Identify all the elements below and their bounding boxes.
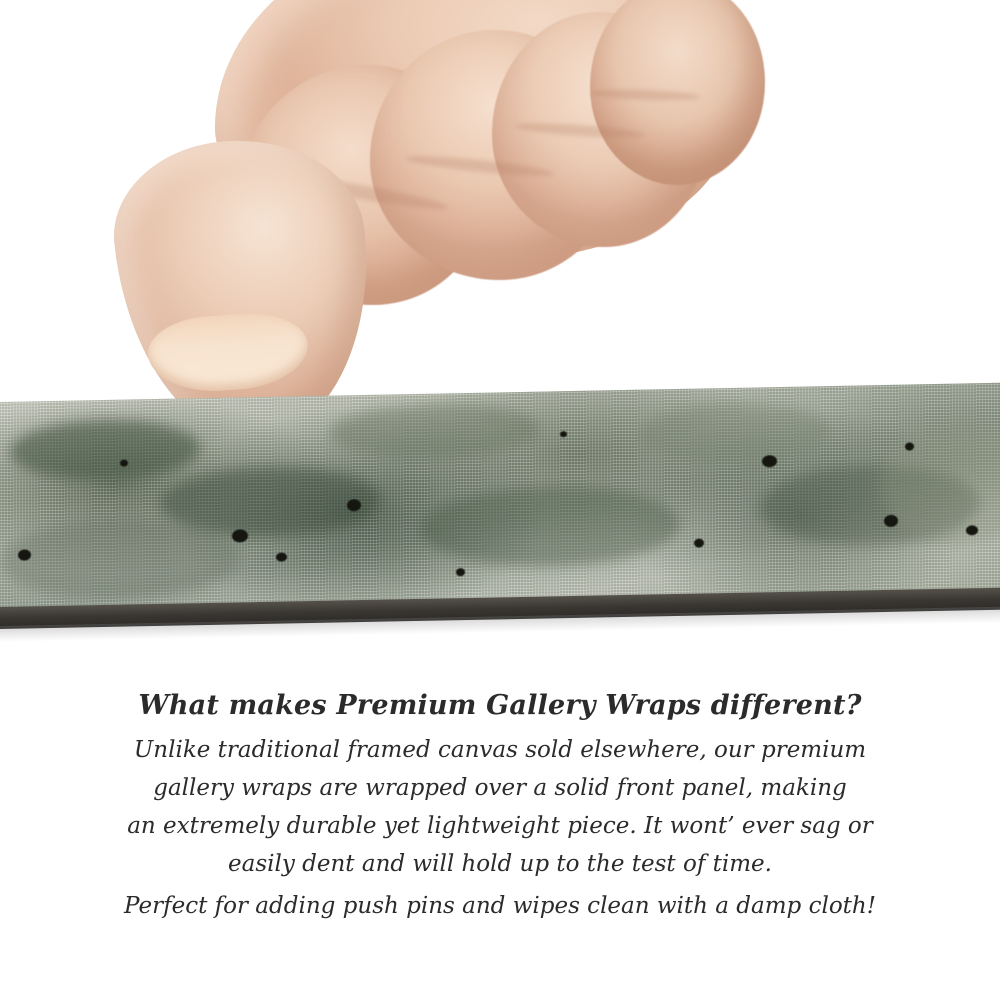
caption-headline: What makes Premium Gallery Wraps different?: [138, 690, 862, 721]
caption-line-3: an extremely durable yet lightweight piece. It wont’ ever sag or: [127, 813, 873, 839]
caption-block: [0, 690, 1000, 925]
canvas-printed-face: [0, 383, 1000, 615]
hand-illustration: [120, 0, 720, 430]
caption-line-4: easily dent and will hold up to the test of time.: [228, 851, 772, 877]
caption-closing-line: Perfect for adding push pins and wipes clean with a damp cloth!: [124, 893, 876, 919]
caption-line-1: Unlike traditional framed canvas sold elsewhere, our premium: [133, 737, 867, 763]
caption-line-2: gallery wraps are wrapped over a solid front panel, making: [153, 775, 847, 801]
gallery-wrap-slab: [0, 402, 1000, 645]
